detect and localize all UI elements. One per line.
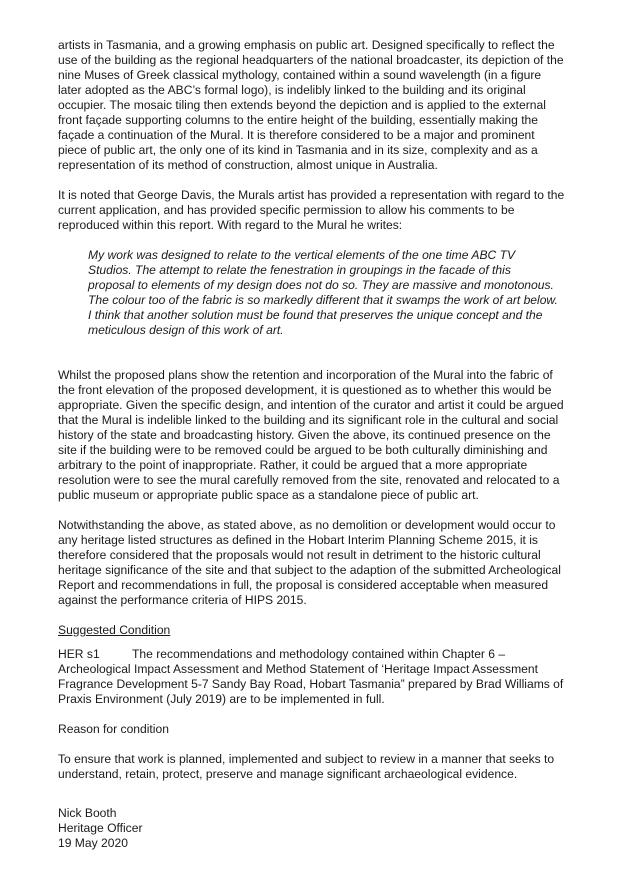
condition-id: HER s1 <box>58 647 100 661</box>
signatory-name: Nick Booth <box>58 806 117 820</box>
signature-date: 19 May 2020 <box>58 836 128 850</box>
paragraph-retention-question: Whilst the proposed plans show the retention and incorporation of the Mural into the fabric of the front elevation of the proposed development, it is questioned as to whether this would be appropriate. Given the specific design, and intention of the curator and artist it could be argued that the Mural is indelible linked to the building and its significant role in the cultural and social history of the state and broadcasting history. Given the above, its continued presence on the site if the building were to be removed could be argued to be both culturally diminishing and arbitrary to the point of inappropriate. Rather, it could be argued that a more appropriate resolution were to see the mural carefully removed from the site, renovated and relocated to a public museum or appropriate public space as a standalone piece of public art. <box>58 368 564 502</box>
paragraph-mural-significance: artists in Tasmania, and a growing emphasis on public art. Designed specifically to reflect the use of the building as the regional headquarters of the national broadcaster, its depiction of the nine Muses of Greek classical mythology, contained within a sound wavelength (in a figure later adopted as the ABC’s formal logo), is indelibly linked to the building and its original occupier. The mosaic tiling then extends beyond the depiction and is applied to the external front façade supporting columns to the entire height of the building, essentially making the façade a continuation of the Mural. It is therefore considered to be a major and prominent piece of public art, the only one of its kind in Tasmania and in its size, complexity and as a representation of its method of construction, almost unique in Australia. <box>58 38 564 172</box>
condition-her-s1 <box>58 647 566 707</box>
signatory-title: Heritage Officer <box>58 821 143 835</box>
suggested-condition-heading: Suggested Condition <box>58 623 171 637</box>
reason-heading: Reason for condition <box>58 722 169 736</box>
reason-text: To ensure that work is planned, implemented and subject to review in a manner that seeks to understand, retain, protect, preserve and manage significant archaeological evidence. <box>58 752 555 781</box>
paragraph-artist-representation: It is noted that George Davis, the Murals artist has provided a representation with regard to the current application, and has provided specific permission to allow his comments to be reproduced within this report. With regard to the Mural he writes: <box>58 188 565 232</box>
signature-block <box>58 806 566 851</box>
condition-text: The recommendations and methodology contained within Chapter 6 – Archeological Impact Assessment and Method Statement of ‘Heritage Impact Assessment Fragrance Development 5-7 Sandy Bay Road, Hobart Tasmania” prepared by Brad Williams of Praxis Environment (July 2019) are to be implemented in full. <box>58 647 564 706</box>
condition-body <box>58 647 566 707</box>
paragraph-notwithstanding: Notwithstanding the above, as stated above, as no demolition or development would occur to any heritage listed structures as defined in the Hobart Interim Planning Scheme 2015, it is therefore considered that the proposals would not result in detriment to the historic cultural heritage significance of the site and that subject to the adaption of the submitted Archeological Report and recommendations in full, the proposal is considered acceptable when measured against the performance criteria of HIPS 2015. <box>58 518 561 607</box>
artist-quote: My work was designed to relate to the vertical elements of the one time ABC TV Studios. The attempt to relate the fenestration in groupings in the facade of this proposal to elements of my design does not do so. They are massive and monotonous. The colour too of the fabric is so markedly different that it swamps the work of art below. I think that another solution must be found that preserves the unique concept and the meticulous design of this work of art. <box>88 248 558 337</box>
